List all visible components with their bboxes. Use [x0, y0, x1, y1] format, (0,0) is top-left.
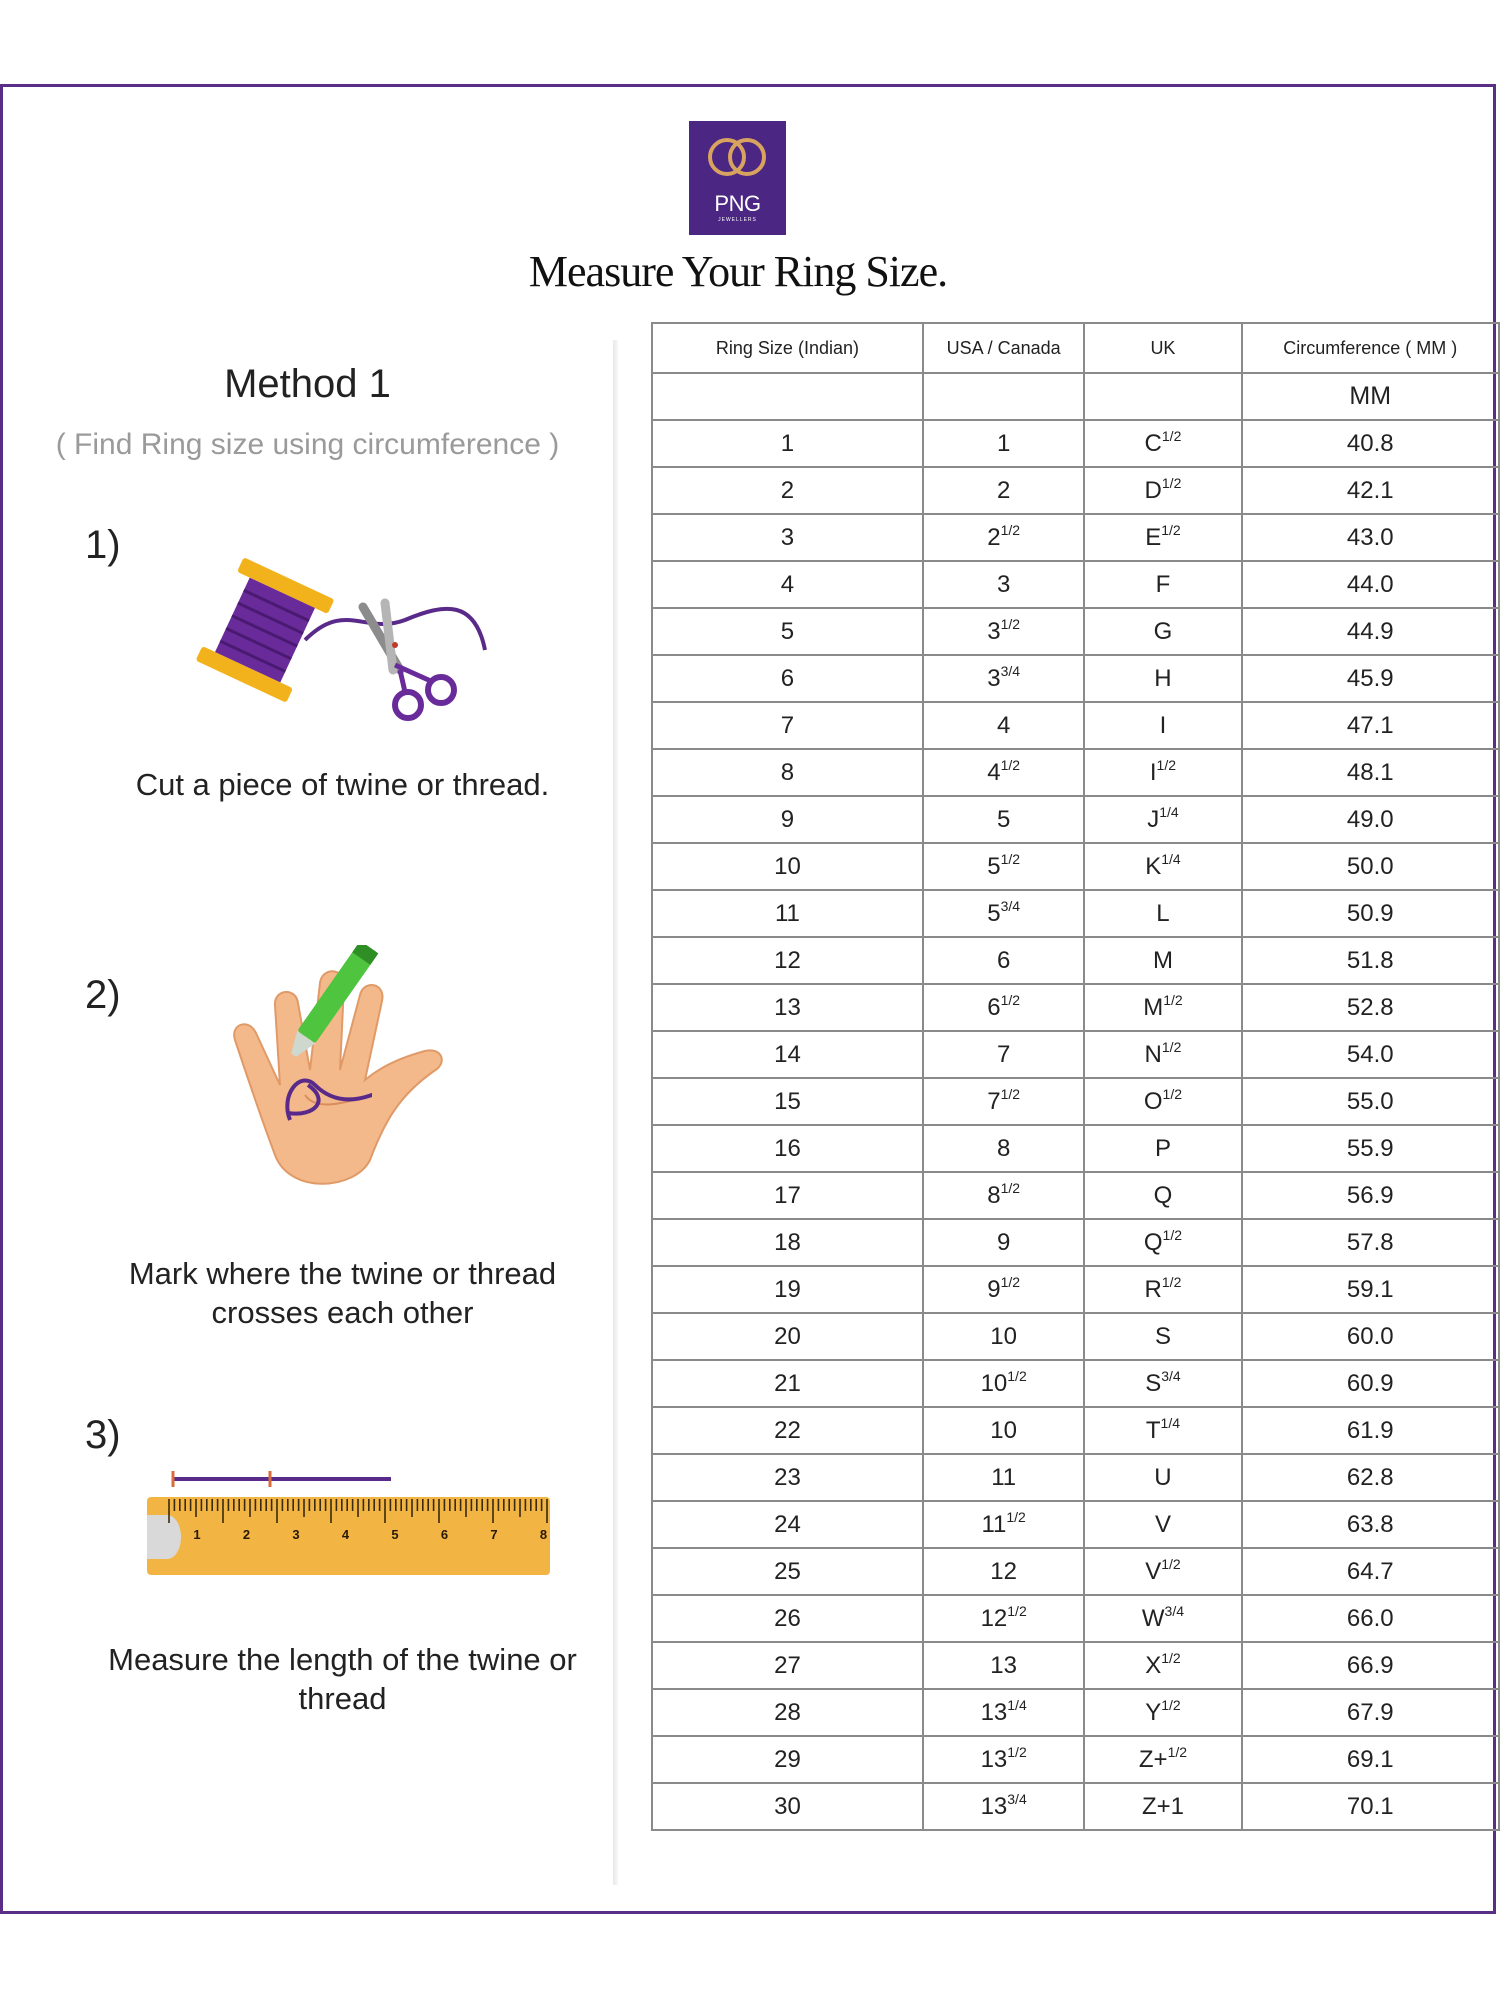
table-row — [652, 1031, 1499, 1078]
cell-circumference: 49.0 — [1242, 796, 1500, 843]
cell-circumference: 44.0 — [1242, 561, 1500, 608]
cell-usa: 9 — [923, 1219, 1085, 1266]
cell-circumference: 64.7 — [1242, 1548, 1500, 1595]
cell-usa: $7^{1/2}$ — [923, 1078, 1085, 1125]
cell-circumference: 59.1 — [1242, 1266, 1500, 1313]
table-row — [652, 1595, 1499, 1642]
cell-indian: 24 — [652, 1501, 923, 1548]
table-row — [652, 843, 1499, 890]
cell-usa: 4 — [923, 702, 1085, 749]
cell-indian: 22 — [652, 1407, 923, 1454]
table-row — [652, 1266, 1499, 1313]
table-row — [652, 1313, 1499, 1360]
unit-indian — [652, 373, 923, 420]
cell-usa: 3 — [923, 561, 1085, 608]
cell-indian: 27 — [652, 1642, 923, 1689]
cell-indian: 28 — [652, 1689, 923, 1736]
cell-circumference: 57.8 — [1242, 1219, 1500, 1266]
ruler-tick-label: 3 — [292, 1527, 300, 1542]
cell-indian: 8 — [652, 749, 923, 796]
table-row — [652, 937, 1499, 984]
cell-indian: 13 — [652, 984, 923, 1031]
cell-uk: $Y^{1/2}$ — [1084, 1689, 1241, 1736]
cell-usa: 10 — [923, 1313, 1085, 1360]
table-row — [652, 890, 1499, 937]
step-1-number: 1) — [85, 523, 121, 567]
cell-circumference: 66.0 — [1242, 1595, 1500, 1642]
header-usa: USA / Canada — [923, 323, 1085, 373]
rings-icon — [689, 121, 786, 191]
cell-indian: 7 — [652, 702, 923, 749]
cell-usa: $8^{1/2}$ — [923, 1172, 1085, 1219]
cell-uk: $T^{1/4}$ — [1084, 1407, 1241, 1454]
cell-indian: 16 — [652, 1125, 923, 1172]
cell-uk: $S^{3/4}$ — [1084, 1360, 1241, 1407]
cell-indian: 17 — [652, 1172, 923, 1219]
cell-usa: $13^{3/4}$ — [923, 1783, 1085, 1830]
table-row — [652, 1689, 1499, 1736]
cell-usa: $5^{1/2}$ — [923, 843, 1085, 890]
table-unit-row — [652, 373, 1499, 420]
column-divider — [613, 340, 618, 1885]
cell-indian: 12 — [652, 937, 923, 984]
cell-usa: $4^{1/2}$ — [923, 749, 1085, 796]
cell-uk: $D^{1/2}$ — [1084, 467, 1241, 514]
step-2-number: 2) — [85, 973, 121, 1017]
table-row — [652, 1783, 1499, 1830]
table-row — [652, 1172, 1499, 1219]
cell-circumference: 40.8 — [1242, 420, 1500, 467]
cell-usa: 13 — [923, 1642, 1085, 1689]
cell-uk: $M^{1/2}$ — [1084, 984, 1241, 1031]
cell-usa: 5 — [923, 796, 1085, 843]
cell-uk: $J^{1/4}$ — [1084, 796, 1241, 843]
cell-uk: P — [1084, 1125, 1241, 1172]
cell-circumference: 63.8 — [1242, 1501, 1500, 1548]
cell-usa: $6^{1/2}$ — [923, 984, 1085, 1031]
header-uk: UK — [1084, 323, 1241, 373]
page-title: Measure Your Ring Size. — [528, 247, 948, 296]
cell-uk: $C^{1/2}$ — [1084, 420, 1241, 467]
header-indian: Ring Size (Indian) — [652, 323, 923, 373]
table-row — [652, 420, 1499, 467]
cell-uk: F — [1084, 561, 1241, 608]
cell-uk: $N^{1/2}$ — [1084, 1031, 1241, 1078]
cell-indian: 26 — [652, 1595, 923, 1642]
cell-uk: M — [1084, 937, 1241, 984]
cell-indian: 11 — [652, 890, 923, 937]
cell-circumference: 51.8 — [1242, 937, 1500, 984]
cell-indian: 1 — [652, 420, 923, 467]
cell-circumference: 56.9 — [1242, 1172, 1500, 1219]
table-row — [652, 561, 1499, 608]
brand-logo — [689, 121, 786, 235]
table-row — [652, 796, 1499, 843]
cell-uk: V — [1084, 1501, 1241, 1548]
ruler-icon — [145, 1465, 555, 1580]
cell-uk: Z+$^{1/2}$ — [1084, 1736, 1241, 1783]
cell-uk: Q — [1084, 1172, 1241, 1219]
cell-circumference: 62.8 — [1242, 1454, 1500, 1501]
cell-uk: $Q^{1/2}$ — [1084, 1219, 1241, 1266]
cell-uk: $W^{3/4}$ — [1084, 1595, 1241, 1642]
cell-indian: 23 — [652, 1454, 923, 1501]
cell-circumference: 61.9 — [1242, 1407, 1500, 1454]
cell-uk: G — [1084, 608, 1241, 655]
cell-indian: 29 — [652, 1736, 923, 1783]
cell-circumference: 54.0 — [1242, 1031, 1500, 1078]
table-row — [652, 1360, 1499, 1407]
ruler-tick-label: 4 — [341, 1527, 350, 1542]
method-subtitle: ( Find Ring size using circumference ) — [55, 428, 560, 461]
table-row — [652, 608, 1499, 655]
cell-usa: 8 — [923, 1125, 1085, 1172]
cell-circumference: 47.1 — [1242, 702, 1500, 749]
cell-indian: 14 — [652, 1031, 923, 1078]
cell-circumference: 45.9 — [1242, 655, 1500, 702]
cell-circumference: 42.1 — [1242, 467, 1500, 514]
table-row — [652, 1125, 1499, 1172]
cell-indian: 10 — [652, 843, 923, 890]
cell-usa: $3^{1/2}$ — [923, 608, 1085, 655]
cell-usa: 11 — [923, 1454, 1085, 1501]
brand-tagline: JEWELLERS — [718, 217, 757, 223]
cell-circumference: 50.9 — [1242, 890, 1500, 937]
table-row — [652, 655, 1499, 702]
cell-uk: $I^{1/2}$ — [1084, 749, 1241, 796]
cell-circumference: 44.9 — [1242, 608, 1500, 655]
table-row — [652, 749, 1499, 796]
cell-uk: $O^{1/2}$ — [1084, 1078, 1241, 1125]
table-row — [652, 1736, 1499, 1783]
step-1-text: Cut a piece of twine or thread. — [135, 767, 550, 802]
cell-circumference: 55.0 — [1242, 1078, 1500, 1125]
cell-usa: 1 — [923, 420, 1085, 467]
cell-indian: 18 — [652, 1219, 923, 1266]
cell-uk: $V^{1/2}$ — [1084, 1548, 1241, 1595]
cell-indian: 20 — [652, 1313, 923, 1360]
cell-indian: 15 — [652, 1078, 923, 1125]
cell-usa: 10 — [923, 1407, 1085, 1454]
table-row — [652, 1548, 1499, 1595]
hand-marker-icon — [220, 945, 470, 1205]
cell-uk: H — [1084, 655, 1241, 702]
table-row — [652, 1407, 1499, 1454]
table-row — [652, 1454, 1499, 1501]
cell-indian: 25 — [652, 1548, 923, 1595]
ruler-tick-label: 1 — [193, 1527, 201, 1542]
cell-usa: $2^{1/2}$ — [923, 514, 1085, 561]
cell-usa: $5^{3/4}$ — [923, 890, 1085, 937]
cell-indian: 19 — [652, 1266, 923, 1313]
cell-indian: 3 — [652, 514, 923, 561]
cell-uk: Z+1 — [1084, 1783, 1241, 1830]
cell-indian: 21 — [652, 1360, 923, 1407]
cell-uk: $X^{1/2}$ — [1084, 1642, 1241, 1689]
cell-indian: 6 — [652, 655, 923, 702]
table-header-row — [652, 323, 1499, 373]
cell-usa: 12 — [923, 1548, 1085, 1595]
cell-usa: $13^{1/2}$ — [923, 1736, 1085, 1783]
cell-circumference: 67.9 — [1242, 1689, 1500, 1736]
cell-indian: 5 — [652, 608, 923, 655]
cell-circumference: 52.8 — [1242, 984, 1500, 1031]
table-row — [652, 702, 1499, 749]
cell-indian: 4 — [652, 561, 923, 608]
cell-usa: 7 — [923, 1031, 1085, 1078]
table-row — [652, 1219, 1499, 1266]
table-row — [652, 1501, 1499, 1548]
cell-usa: $3^{3/4}$ — [923, 655, 1085, 702]
unit-usa — [923, 373, 1085, 420]
spool-scissors-icon — [195, 555, 495, 735]
ruler-tick-label: 6 — [440, 1527, 449, 1542]
ruler-tick-label: 7 — [490, 1527, 498, 1542]
table-row — [652, 1642, 1499, 1689]
cell-uk: S — [1084, 1313, 1241, 1360]
cell-circumference: 55.9 — [1242, 1125, 1500, 1172]
cell-usa: $10^{1/2}$ — [923, 1360, 1085, 1407]
ring-size-table — [651, 322, 1500, 1831]
unit-circumference: MM — [1242, 373, 1500, 420]
cell-indian: 2 — [652, 467, 923, 514]
table-row — [652, 1078, 1499, 1125]
cell-circumference: 70.1 — [1242, 1783, 1500, 1830]
ruler-tick-label: 2 — [242, 1527, 251, 1542]
cell-usa: $12^{1/2}$ — [923, 1595, 1085, 1642]
cell-usa: $13^{1/4}$ — [923, 1689, 1085, 1736]
step-2-text: Mark where the twine or thread crosses each other — [128, 1256, 557, 1330]
cell-circumference: 60.0 — [1242, 1313, 1500, 1360]
cell-uk: I — [1084, 702, 1241, 749]
cell-circumference: 66.9 — [1242, 1642, 1500, 1689]
cell-circumference: 60.9 — [1242, 1360, 1500, 1407]
table-row — [652, 984, 1499, 1031]
cell-usa: 2 — [923, 467, 1085, 514]
brand-name: PNG — [714, 191, 761, 216]
header-circumference: Circumference ( MM ) — [1242, 323, 1500, 373]
method-title: Method 1 — [224, 362, 391, 406]
cell-circumference: 50.0 — [1242, 843, 1500, 890]
cell-indian: 30 — [652, 1783, 923, 1830]
table-row — [652, 514, 1499, 561]
cell-uk: L — [1084, 890, 1241, 937]
step-3-number: 3) — [85, 1413, 121, 1457]
cell-usa: $9^{1/2}$ — [923, 1266, 1085, 1313]
step-3-text: Measure the length of the twine or thread — [108, 1642, 577, 1716]
cell-circumference: 69.1 — [1242, 1736, 1500, 1783]
cell-usa: 6 — [923, 937, 1085, 984]
ruler-tick-label: 5 — [391, 1527, 399, 1542]
cell-indian: 9 — [652, 796, 923, 843]
ruler-tick-label: 8 — [539, 1527, 548, 1542]
cell-uk: $R^{1/2}$ — [1084, 1266, 1241, 1313]
cell-uk: $K^{1/4}$ — [1084, 843, 1241, 890]
cell-usa: $11^{1/2}$ — [923, 1501, 1085, 1548]
cell-circumference: 48.1 — [1242, 749, 1500, 796]
cell-uk: $E^{1/2}$ — [1084, 514, 1241, 561]
cell-circumference: 43.0 — [1242, 514, 1500, 561]
cell-uk: U — [1084, 1454, 1241, 1501]
unit-uk — [1084, 373, 1241, 420]
table-row — [652, 467, 1499, 514]
